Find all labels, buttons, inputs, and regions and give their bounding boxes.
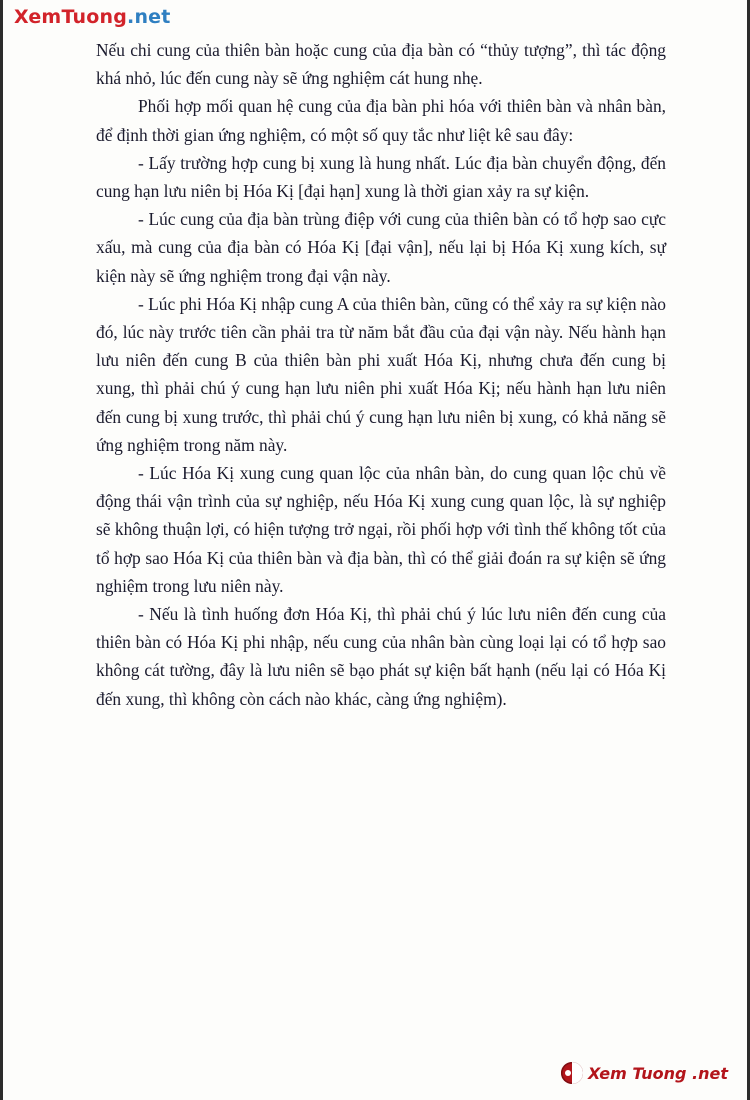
paragraph-7: - Nếu là tình huống đơn Hóa Kị, thì phải chú ý lúc lưu niên đến cung của thiên bàn có Hóa Kị phi nhập, nếu cung của nhân bàn cùng loại lại có tổ hợp sao không cát tường, đây là lưu niên sẽ bạo phát sự kiện bất hạnh (nếu lại có Hóa Kị đến xung, thì không còn cách nào khác, càng ứng nghiệm). — [96, 604, 666, 709]
paragraph-4: - Lúc cung của địa bàn trùng điệp với cung của thiên bàn có tổ hợp sao cực xấu, mà cung của địa bàn có Hóa Kị [đại vận], nếu lại bị Hóa Kị xung kích, sự kiện này sẽ ứng nghiệm trong đại vận này. — [96, 209, 666, 286]
body-text — [96, 36, 666, 713]
paragraph-6: - Lúc Hóa Kị xung cung quan lộc của nhân bàn, do cung quan lộc chủ về động thái vận trình của sự nghiệp, nếu Hóa Kị xung cung quan lộc, là sự nghiệp sẽ không thuận lợi, có hiện tượng trở ngại, rồi phối hợp với tình thế không tốt của tổ hợp sao Hóa Kị của thiên bàn và địa bàn, thì có thể giải đoán ra sự kiện sẽ ứng nghiệm trong lưu niên này. — [96, 463, 666, 596]
page-edge-left — [0, 0, 3, 1100]
watermark-footer-text: Xem Tuong .net — [587, 1063, 728, 1083]
paragraph-5: - Lúc phi Hóa Kị nhập cung A của thiên bàn, cũng có thể xảy ra sự kiện nào đó, lúc này trước tiên cần phải tra từ năm bắt đầu của đại vận này. Nếu hành hạn lưu niên đến cung B của thiên bàn phi xuất Hóa Kị, nhưng chưa đến cung bị xung, thì phải chú ý cung hạn lưu niên phi xuất Hóa Kị; nếu hành hạn lưu niên đến cung bị xung trước, thì phải chú ý cung hạn lưu niên bị xung, có khả năng sẽ ứng nghiệm trong năm này. — [96, 293, 666, 455]
yin-yang-icon — [561, 1062, 583, 1084]
watermark-part-tuong: Tuong — [61, 6, 128, 28]
paragraph-2: Phối hợp mối quan hệ cung của địa bàn phi hóa với thiên bàn và nhân bàn, để định thời gian ứng nghiệm, có một số quy tắc như liệt kê sau đây: — [96, 96, 666, 145]
watermark-footer — [561, 1062, 728, 1084]
paragraph-1: Nếu chi cung của thiên bàn hoặc cung của địa bàn có “thủy tượng”, thì tác động khá nhỏ, lúc đến cung này sẽ ứng nghiệm cát hung nhẹ. — [96, 40, 666, 89]
paragraph-3: - Lấy trường hợp cung bị xung là hung nhất. Lúc địa bàn chuyển động, đến cung hạn lưu niên bị Hóa Kị [đại hạn] xung là thời gian xảy ra sự kiện. — [96, 152, 666, 202]
watermark-part-net: .net — [127, 6, 171, 28]
watermark-header — [14, 6, 171, 28]
watermark-part-xem: Xem — [14, 6, 62, 28]
